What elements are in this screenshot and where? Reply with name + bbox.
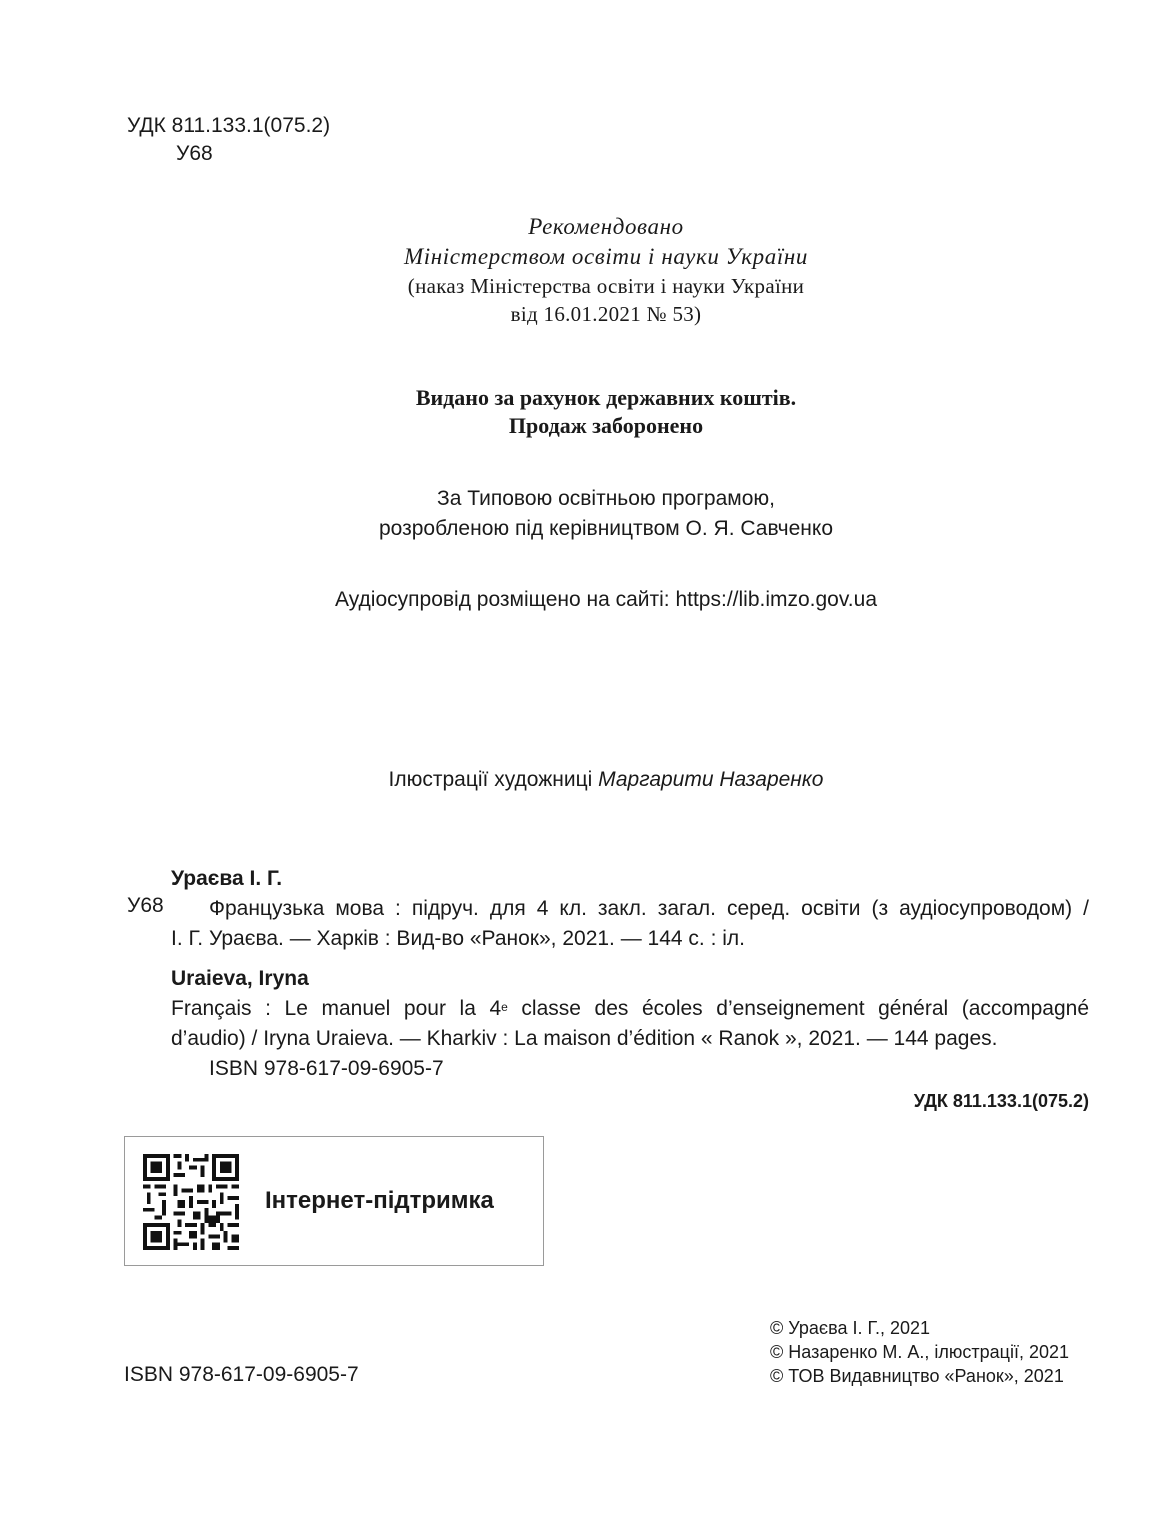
internet-support-box[interactable]	[124, 1136, 544, 1266]
copyright-author: © Ураєва І. Г., 2021	[770, 1318, 931, 1338]
description-fr-part-a: Français : Le manuel pour la 4	[171, 997, 502, 1020]
author-mark: У68	[176, 142, 213, 165]
catalog-isbn: ISBN 978-617-09-6905-7	[209, 1057, 444, 1080]
illustrations-prefix: Ілюстрації художниці	[388, 768, 599, 791]
description-fr-line2: d’audio) / Iryna Uraieva. — Kharkiv : La maison d’édition « Ranok », 2021. — 144 pages.	[171, 1027, 998, 1050]
copyright-block	[770, 1316, 1069, 1388]
description-uk-line1: Французька мова : підруч. для 4 кл. закл. загал. серед. освіти (з аудіосупроводом) /	[209, 897, 1089, 920]
description-fr	[171, 994, 1089, 1054]
illustrations-artist: Маргарити Назаренко	[598, 768, 824, 791]
program-author-line: розробленою під керівництвом О. Я. Савченко	[378, 517, 833, 540]
recommended-line: Рекомендовано	[528, 214, 684, 239]
catalog-record	[127, 864, 1089, 1114]
internet-support-label[interactable]: Інтернет-підтримка	[265, 1187, 494, 1214]
author-fr: Uraieva, Iryna	[171, 967, 309, 990]
isbn: ISBN 978-617-09-6905-7	[124, 1363, 359, 1386]
state-funds-line: Видано за рахунок державних коштів.	[415, 385, 797, 410]
description-fr-line1	[171, 994, 1089, 1024]
order-line: (наказ Міністерства освіти і науки України	[407, 274, 805, 298]
description-fr-part-b: classe des écoles d’enseignement général (accompagné	[507, 997, 1089, 1020]
catalog-udk: УДК 811.133.1(075.2)	[913, 1091, 1089, 1111]
qr-code-icon[interactable]	[143, 1154, 239, 1250]
program-line: За Типовою освітньою програмою,	[437, 487, 775, 510]
udk-header	[127, 112, 330, 168]
author-uk: Ураєва І. Г.	[171, 867, 283, 890]
copyright-publisher: © ТОВ Видавництво «Ранок», 2021	[770, 1366, 1064, 1386]
ordinal-superscript: e	[501, 1000, 508, 1014]
illustrations-credit	[0, 768, 1162, 792]
audio-note: Аудіосупровід розміщено на сайті: https://lib.imzo.gov.ua	[334, 588, 877, 611]
copyright-illustrator: © Назаренко М. А., ілюстрації, 2021	[770, 1342, 1070, 1362]
ministry-recommendation	[0, 212, 1162, 328]
udk-code: УДК 811.133.1(075.2)	[127, 114, 331, 137]
sale-prohibited-line: Продаж заборонено	[508, 413, 704, 438]
description-uk-line2: І. Г. Ураєва. — Харків : Вид-во «Ранок», 2021. — 144 с. : іл.	[171, 927, 746, 950]
ministry-line: Міністерством освіти і науки України	[404, 244, 808, 269]
order-date-line: від 16.01.2021 № 53)	[510, 302, 702, 326]
program-note	[0, 484, 1162, 544]
state-funds-notice	[0, 384, 1162, 440]
call-number: У68	[127, 894, 164, 917]
